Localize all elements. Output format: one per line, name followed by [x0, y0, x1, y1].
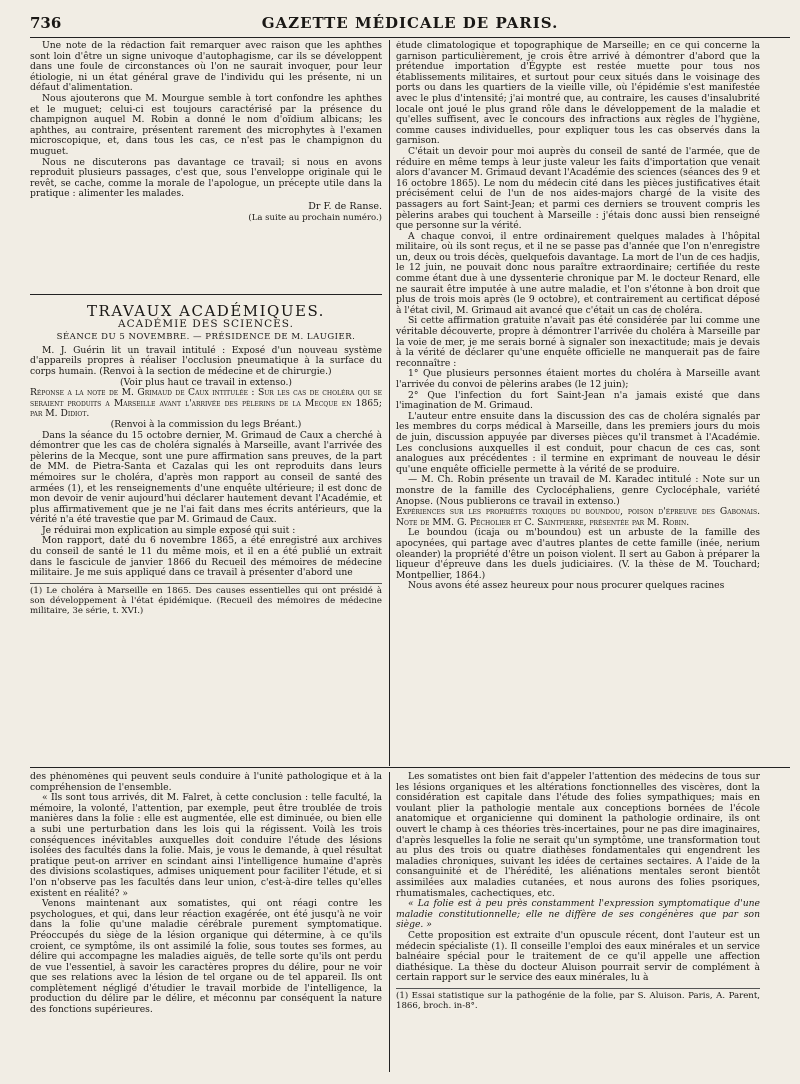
paragraph: Nous ne discuterons pas davantage ce travail; si nous en avons reproduit plusieurs passages, c'est que, sous l'enveloppe originale qui le revêt, se cache, comme la morale de l'apologue, un précepte utile dans la pratique : alimenter les malades.: [30, 156, 382, 200]
section-rule: [30, 294, 382, 295]
header-rule: [30, 37, 790, 38]
continuation-note: (La suite au prochain numéro.): [248, 212, 382, 223]
paragraph-note: (Renvoi à la commission du legs Bréant.): [110, 418, 302, 430]
paragraph: Les somatistes ont bien fait d'appeler l'attention des médecins de tous sur les lésions organiques et les altérations fonctionnelles des viscères, dont la considération est capitale dans l'étude des folies sympathiques; mais en voulant plier la pathologie mentale aux conceptions bornées de l'école anatomique et organicienne qui dominent la pathologie ordinaire, ils ont ouvert le champ à ces théories très-incertaines, pour ne pas dire imaginaires, d'après lesquelles la folie ne serait qu'un symptôme, une transformation tout au plus des trois ou quatre diathèses fondamentales qui engendrent les maladies chroniques, suivant les idées de certaines sectaires. A l'aide de la consanguinité et de l'hérédité, les aliénations mentales seront bientôt assimilées aux maladies cutanées, et nous aurons des folies psoriques, rhumatismales, cachectiques, etc.: [396, 772, 760, 899]
section-title: TRAVAUX ACADÉMIQUES.: [87, 302, 325, 320]
footnote: (1) Le choléra à Marseille en 1865. Des causes essentielles qui ont présidé à son développement à l'état épidémique. (Recueil des mémoires de médecine militaire, 3e série, t. XVI.): [30, 583, 382, 616]
paragraph: C'était un devoir pour moi auprès du conseil de santé de l'armée, que de réduire en même temps à leur juste valeur les faits d'importation que venait alors d'avancer M. Grimaud devant l'Académie des sciences (séances des 9 et 16 octobre 1865). Le nom du médecin cité dans les pièces justificatives était précisément celui de l'un de nos aides-majors chargé de la visite des passagers au fort Saint-Jean; et parmi ces derniers se trouvent compris les pèlerins arabes qui touchent à Marseille : j'étais donc aussi bien renseigné que personne sur la vérité.: [396, 145, 760, 232]
paragraph: Je réduirai mon explication au simple exposé qui suit :: [42, 524, 296, 536]
paragraph: Le boundou (icaja ou m'boundou) est un arbuste de la famille des apocynées, qui partage avec d'autres plantes de cette famille (inée, nerium oleander) la propriété d'être un poison violent. Il sert au Gabon à préparer la liqueur d'épreuve dans les duels judiciaires. (V. la thèse de M. Touchard; Montpellier, 1864.): [396, 527, 760, 581]
right-column-top: [396, 41, 760, 766]
paragraph: Nous avons été assez heureux pour nous procurer quelques racines: [408, 580, 725, 592]
paragraph: M. J. Guérin lit un travail intitulé : Exposé d'un nouveau système d'appareils propres à réaliser l'occlusion pneumatique à la surface du corps humain. (Renvoi à la section de médecine et de chirurgie.): [30, 344, 382, 377]
column-divider-top: [389, 40, 390, 766]
article-heading: Expériences sur les propriétés toxiques du boundou, poison d'épreuve des Gabonais. Note de MM. G. Pécholier et C. Saintpierre, présentée par M. Robin.: [396, 506, 760, 528]
section-subtitle: ACADÉMIE DES SCIENCES.: [118, 317, 294, 330]
quotation: « La folie est à peu près constamment l'expression symptomatique d'une maladie constitutionnelle; elle ne diffère de ses congénères que par son siège. »: [396, 898, 760, 931]
footnote: (1) Essai statistique sur la pathogénie de la folie, par S. Aluison. Paris, A. Parent, 1866, broch. in-8°.: [396, 988, 760, 1011]
paragraph: Dans la séance du 15 octobre dernier, M. Grimaud de Caux a cherché à démontrer que les cas de choléra signalés à Marseille, avant l'arrivée des pèlerins de la Mecque, sont une pure affirmation sans preuves, de la part de MM. de Pietra-Santa et Cazalas qui les ont reproduits dans leurs mémoires sur le choléra, d'après mon rapport au conseil de santé des armées (1), et les renseignements d'une enquête ultérieure; il est donc de mon devoir de venir aujourd'hui déclarer hautement devant l'Académie, et plus affirmativement que je ne l'ai fait dans mes écrits antérieurs, que la vérité n'a été travestie que par M. Grimaud de Caux.: [30, 429, 382, 526]
lower-left-column: [30, 772, 382, 1072]
signature: Dr F. de Ranse.: [308, 200, 382, 212]
article-continuation: [30, 41, 382, 289]
paragraph: Venons maintenant aux somatistes, qui ont réagi contre les psychologues, et qui, dans leur réaction exagérée, ont été jusqu'à ne voir dans la folie qu'une maladie cérébrale purement symptomatique. Préoccupés du siège de la lésion organique qui détermine, à ce qu'ils croient, ce symptôme, ils ont assimilé la folie, sous toutes ses formes, au délire qui accompagne les maladies aiguës, de telle sorte qu'ils ont perdu de vue l'essentiel, à savoir les caractères propres du délire, pour ne voir que ses relations avec la lésion de tel organe ou de tel appareil. Ils ont complètement négligé d'étudier le travail morbide de l'intelligence, la production du délire par le délire, et méconnu par conséquent la nature des fonctions supérieures.: [30, 898, 382, 1016]
academic-works-section: [30, 300, 382, 732]
page-section-rule: [30, 767, 790, 768]
paragraph: « Ils sont tous arrivés, dit M. Falret, à cette conclusion : telle faculté, la mémoire, la volonté, l'attention, par exemple, peut être troublée de trois manières dans la folie : elle est augmentée, elle est diminuée, ou bien elle a subi une perturbation dans les lois qui la régissent. Voilà les trois conséquences inévitables auxquelles doit conduire l'étude des lésions isolées des facultés dans la folie. Mais, je vous le demande, à quel résultat pratique peut-on arriver en scindant ainsi l'intelligence humaine d'après des divisions scolastiques, admises uniquement pour faciliter l'étude, et si l'on n'observe pas les facultés dans leur union, c'est-à-dire telles qu'elles existent en réalité? »: [30, 792, 382, 899]
paragraph: Nous ajouterons que M. Mourgue semble à tort confondre les aphthes et le muguet; celui-ci est toujours caractérisé par la présence du champignon auquel M. Robin a donné le nom d'oïdium albicans; les aphthes, au contraire, présentent rarement des microphytes à l'examen microscopique, et, dans tous les cas, ce n'est pas le champignon du muguet.: [30, 92, 382, 157]
journal-title: GAZETTE MÉDICALE DE PARIS.: [261, 14, 559, 32]
paragraph: Mon rapport, daté du 6 novembre 1865, a été enregistré aux archives du conseil de santé le 11 du même mois, et il en a été publié un extrait dans le fascicule de janvier 1866 du Recueil des mémoires de médecine militaire. Je me suis appliqué dans ce travail à présenter d'abord une: [30, 535, 382, 579]
page-number: 736: [30, 14, 62, 32]
paragraph: 1° Que plusieurs personnes étaient mortes du choléra à Marseille avant l'arrivée du convoi de pèlerins arabes (le 12 juin);: [396, 368, 760, 390]
paragraph: L'auteur entre ensuite dans la discussion des cas de choléra signalés par les membres du corps médical à Marseille, dans les premiers jours du mois de juin, discussion appuyée par diverses pièces qu'il transmet à l'Académie. Les conclusions auxquelles il est conduit, pour chacun de ces cas, sont analogues aux précédentes : il termine en exprimant de nouveau le désir qu'une enquête officielle permette à la vérité de se produire.: [396, 410, 760, 475]
column-divider-bottom: [389, 772, 390, 1072]
paragraph: des phénomènes qui peuvent seuls conduire à l'unité pathologique et à la compréhension de l'ensemble.: [30, 772, 382, 793]
article-heading: Réponse a la note de M. Grimaud de Caux intitulée : Sur les cas de choléra qui se seraient produits a Marseille avant l'arrivée des pèlerins de la Mecque en 1865; par M. Didiot.: [30, 387, 382, 420]
paragraph: Si cette affirmation gratuite n'avait pas été considérée par lui comme une véritable découverte, propre à démontrer l'arrivée du choléra à Marseille par la voie de mer, je me serais borné à signaler son inexactitude; mais je devais à la vérité de déclarer qu'une enquête officielle ne manquerait pas de faire reconnaître :: [396, 315, 760, 369]
paragraph-note: (Voir plus haut ce travail in extenso.): [119, 376, 292, 388]
paragraph: étude climatologique et topographique de Marseille; en ce qui concerne la garnison particulièrement, je crois être arrivé à démontrer d'abord que la prétendue importation d'Égypte est restée muette pour tous nos établissements militaires, et surtout pour ceux situés dans le voisinage des ports ou dans les quartiers de la vieille ville, où l'épidémie s'est manifestée avec le plus d'intensité; j'ai montré que, au contraire, les causes d'insalubrité locale ont joué le plus grand rôle dans le développement de la maladie et qu'elles suffisent, avec le concours des infractions aux règles de l'hygiène, comme causes individuelles, pour expliquer tous les cas observés dans la garnison.: [396, 41, 760, 147]
paragraph: 2° Que l'infection du fort Saint-Jean n'a jamais existé que dans l'imagination de M. Grimaud.: [396, 389, 760, 412]
seance-heading: SÉANCE DU 5 NOVEMBRE. — PRÉSIDENCE DE M. LAUGIER.: [56, 332, 356, 343]
paragraph: — M. Ch. Robin présente un travail de M. Karadec intitulé : Note sur un monstre de la famille des Cyclocéphaliens, genre Cyclocéphale, variété Anopse. (Nous publierons ce travail in extenso.): [396, 474, 760, 507]
page-header: [30, 14, 790, 36]
paragraph: Cette proposition est extraite d'un opuscule récent, dont l'auteur est un médecin spécialiste (1). Il conseille l'emploi des eaux minérales et un service balnéaire spécial pour le traitement de ce qu'il appelle une affection diathésique. La thèse du docteur Aluison pourrait servir de complément à certain rapport sur le service des eaux minérales, lu à: [396, 929, 760, 984]
lower-right-column: [396, 772, 760, 1072]
paragraph: A chaque convoi, il entre ordinairement quelques malades à l'hôpital militaire, où ils sont reçus, et il ne se passe pas d'année que l'on n'enregistre un, deux ou trois décès, quelquefois davantage. La mort de l'un de ces hadjis, le 12 juin, ne pouvait donc nous paraître extraordinaire; certifiée du reste comme étant due à une dyssenterie chronique par M. le docteur Renard, elle ne saurait être imputée à une autre maladie, et l'on s'étonne à bon droit que plus de trois mois après (le 9 octobre), et contrairement au certificat déposé à l'état civil, M. Grimaud ait avancé que c'était un cas de choléra.: [396, 230, 760, 316]
paragraph: Une note de la rédaction fait remarquer avec raison que les aphthes sont loin d'être un signe univoque d'autophagisme, car ils se développent dans une foule de circonstances où l'on ne saurait invoquer, pour leur étiologie, ni un état général grave de l'individu qui les présente, ni un défaut d'alimentation.: [30, 41, 382, 94]
